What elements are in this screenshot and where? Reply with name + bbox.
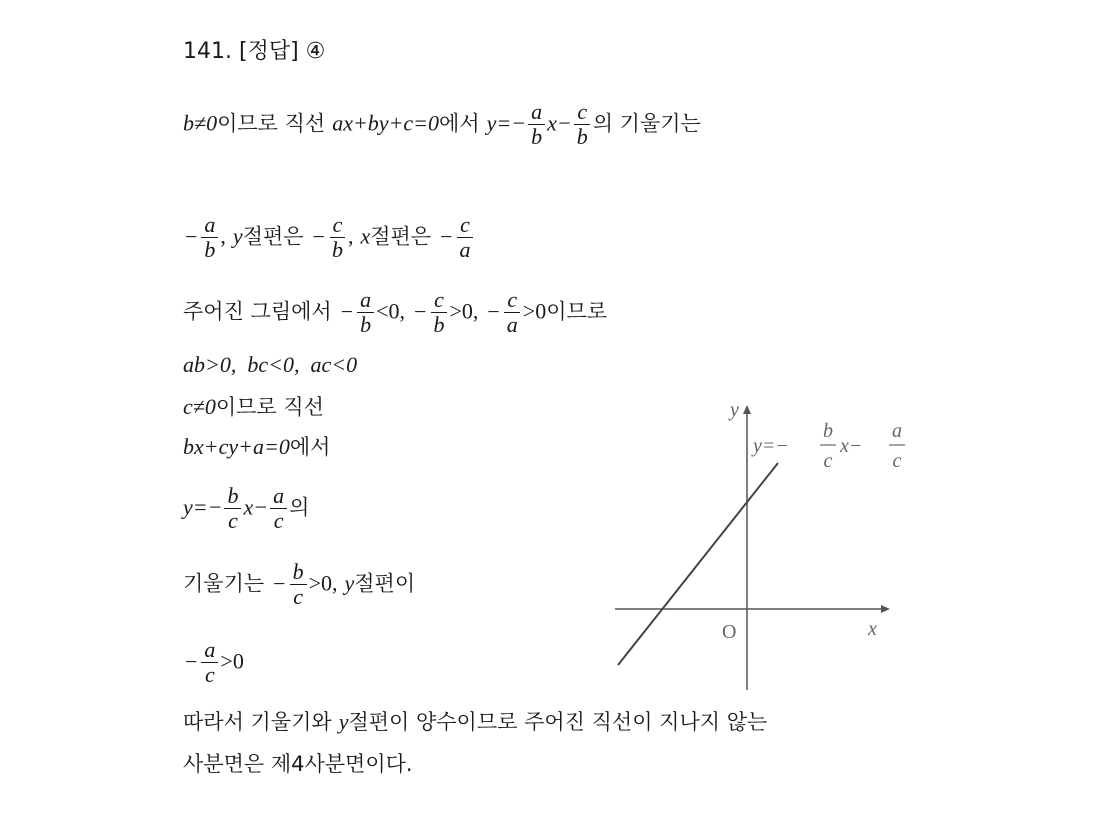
comma: ,	[220, 223, 226, 249]
math-segment: x−	[547, 110, 572, 136]
fraction-denominator: b	[531, 124, 543, 149]
fraction-numerator: b	[290, 560, 307, 585]
fraction-denominator: b	[433, 312, 445, 337]
fraction-numerator: c	[504, 288, 520, 313]
fraction-numerator: c	[431, 288, 447, 313]
line-equation-label	[751, 420, 905, 472]
line-equation: ax+by+c=0	[332, 110, 440, 136]
fraction	[329, 213, 346, 262]
fraction	[201, 213, 218, 262]
inequality: >0,	[449, 298, 479, 324]
fraction-denominator: a	[506, 312, 518, 337]
minus-sign: −	[185, 223, 198, 249]
text-segment: 에서	[439, 111, 480, 136]
minus-sign: −	[414, 298, 427, 324]
sign-conditions: ab>0, bc<0, ac<0	[183, 352, 358, 377]
fraction-denominator: c	[273, 508, 284, 533]
minus-sign: −	[312, 223, 325, 249]
conclusion-text: 사분면은 제4사분면이다.	[183, 752, 413, 776]
text-segment: 기울기는	[183, 571, 265, 596]
text-segment: 의 기울기는	[592, 111, 701, 136]
text-segment: 절편이	[354, 571, 416, 596]
problem-number: 141.	[183, 39, 232, 64]
x-axis-label: x	[868, 618, 877, 640]
text-segment: 절편은	[242, 224, 304, 249]
minus-sign: −	[340, 298, 354, 324]
y-axis-arrow	[743, 405, 751, 414]
graph-label-den-2: c	[892, 450, 902, 472]
graph-label-num-1: b	[823, 420, 833, 442]
fraction-denominator: b	[204, 237, 216, 262]
fraction-numerator: a	[270, 484, 287, 509]
plotted-line	[618, 463, 778, 665]
text-segment: 에서	[289, 435, 331, 459]
minus-sign: −	[273, 570, 286, 596]
variable-x: x	[360, 223, 371, 249]
y-equation-lhs: y=−	[183, 494, 223, 520]
fraction	[357, 288, 374, 337]
problem-header	[183, 38, 325, 66]
fraction	[224, 484, 241, 533]
comma: ,	[347, 223, 354, 249]
fraction	[290, 560, 307, 609]
solution-line-4	[183, 351, 357, 380]
text-segment: 주어진 그림에서	[183, 299, 332, 324]
fraction-denominator: b	[576, 124, 588, 149]
line-equation: bx+cy+a=0	[183, 434, 290, 459]
answer-choice: ④	[305, 39, 326, 64]
text-segment: 따라서 기울기와	[183, 710, 332, 734]
math-segment: x−	[243, 494, 269, 520]
inequality: <0,	[376, 298, 406, 324]
graph-label-num-2: a	[892, 420, 902, 442]
fraction	[201, 638, 218, 687]
variable-y: y	[344, 570, 355, 596]
variable-y: y	[232, 223, 243, 249]
fraction	[528, 100, 545, 149]
solution-line-9	[183, 638, 244, 687]
fraction-numerator: a	[201, 213, 218, 238]
fraction-numerator: c	[457, 213, 473, 238]
fraction	[457, 213, 474, 262]
x-axis-arrow	[881, 605, 890, 613]
fraction-numerator: b	[224, 484, 241, 509]
text-segment: 이므로 직선	[215, 395, 324, 419]
solution-line-8	[183, 560, 415, 609]
text-segment: 절편은	[370, 224, 432, 249]
fraction-denominator: b	[331, 237, 343, 262]
solution-line-2	[183, 213, 476, 262]
answer-tag: [정답]	[238, 39, 299, 64]
solution-line-11	[183, 750, 413, 779]
solution-line-6	[183, 433, 330, 462]
solution-line-1	[183, 100, 701, 149]
fraction-numerator: a	[201, 638, 218, 663]
fraction-numerator: c	[574, 100, 590, 125]
graph-label-prefix: y=−	[753, 435, 789, 457]
fraction-numerator: a	[528, 100, 545, 125]
y-axis-label: y	[730, 399, 739, 421]
minus-sign: −	[185, 648, 198, 674]
fraction	[574, 100, 591, 149]
fraction	[270, 484, 287, 533]
minus-sign: −	[487, 298, 500, 324]
solution-line-3	[183, 288, 607, 337]
fraction-numerator: c	[330, 213, 346, 238]
fraction	[504, 288, 521, 337]
solution-line-7	[183, 484, 309, 533]
fraction-denominator: c	[205, 662, 215, 687]
text-segment: 이므로 직선	[217, 111, 326, 136]
y-equation-lhs: y=−	[486, 110, 527, 136]
solution-line-5	[183, 393, 324, 422]
minus-sign: −	[440, 223, 453, 249]
text-segment: 이므로	[546, 299, 608, 324]
condition-expr: b≠0	[183, 110, 218, 136]
inequality: >0,	[308, 570, 338, 596]
solution-line-10	[183, 708, 767, 737]
inequality: >0	[522, 298, 547, 324]
origin-label: O	[722, 621, 737, 643]
inequality: >0	[220, 648, 244, 674]
text-segment: 의	[289, 495, 310, 520]
text-segment: 절편이 양수이므로 주어진 직선이 지나지 않는	[348, 710, 768, 734]
fraction-denominator: c	[228, 508, 238, 533]
fraction-denominator: b	[360, 312, 372, 337]
fraction-denominator: a	[459, 237, 471, 262]
graph-label-den-1: c	[823, 450, 833, 472]
line-graph	[600, 395, 920, 695]
variable-y: y	[338, 709, 349, 734]
fraction-numerator: a	[357, 288, 374, 313]
graph-label-mid: x−	[840, 435, 863, 457]
fraction	[430, 288, 447, 337]
condition-expr: c≠0	[183, 394, 216, 419]
fraction-denominator: c	[293, 584, 303, 609]
